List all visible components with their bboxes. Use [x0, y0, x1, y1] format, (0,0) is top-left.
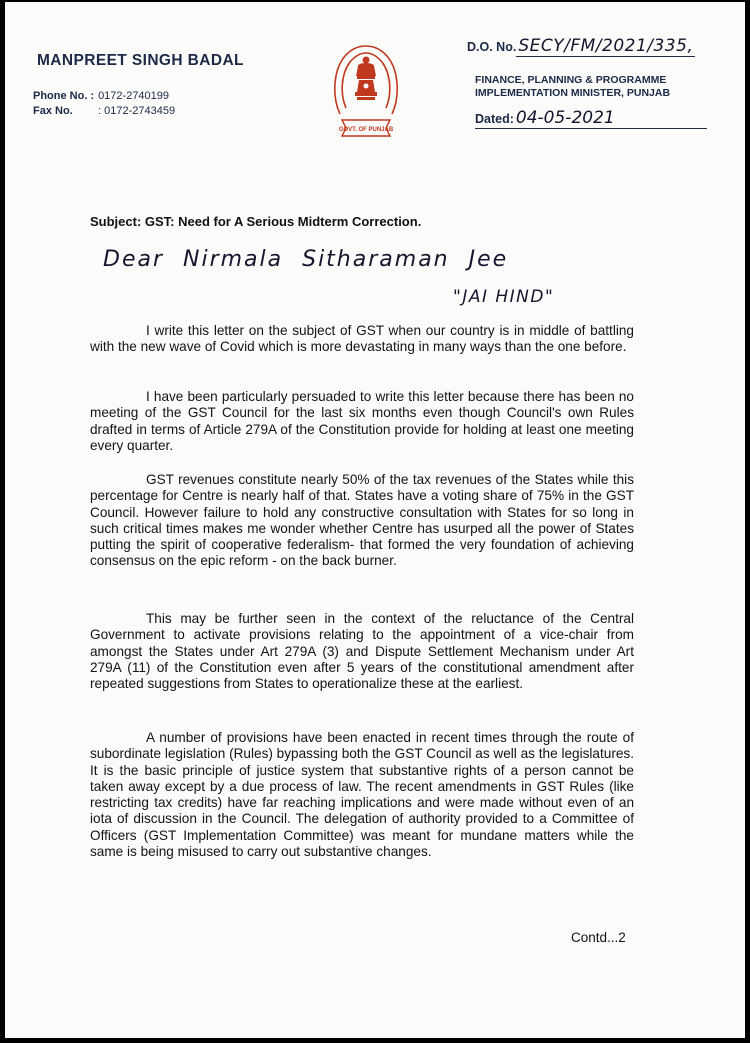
designation — [475, 74, 670, 100]
emblem-ribbon-text: GOVT. OF PUNJAB — [338, 127, 394, 133]
phone-line — [33, 90, 169, 102]
greeting-jai-hind: "JAI HIND" — [453, 287, 555, 307]
letter-date: 04-05-2021 — [515, 108, 615, 128]
paragraph-5: A number of provisions have been enacted in recent times through the route of subordinate legislation (Rules) bypassing both the GST Council as well as the legislatures. It is the basic principle of justice system that substantive rights of a person cannot be taken away except by a due process of law. The recent amendments in GST Rules (like restricting tax credits) have far reaching implications and were made without even of an iota of discussion in the Council. The delegation of authority provided to a Committee of Officers (GST Implementation Committee) was meant for mundane matters while the same is being misused to carry out substantive changes. — [90, 730, 634, 860]
paragraph-4: This may be further seen in the context of the reluctance of the Central Government to activate provisions relating to the appointment of a vice-chair from amongst the States under Art 279A (3) and Dispute Settlement Mechanism under Art 279A (11) of the Constitution even after 5 years of the constitutional amendment after repeated suggestions from States to operationalize these at the earliest. — [90, 611, 634, 692]
designation-line-2: IMPLEMENTATION MINISTER, PUNJAB — [475, 87, 671, 99]
designation-line-1: FINANCE, PLANNING & PROGRAMME — [475, 74, 667, 86]
do-number: SECY/FM/2021/335, — [518, 36, 694, 56]
reference-block — [467, 36, 745, 56]
phone-number: 0172-2740199 — [98, 90, 170, 102]
dated-label: Dated: — [475, 112, 514, 126]
dated-line — [475, 108, 707, 129]
paragraph-1: I write this letter on the subject of GST when our country is in middle of battling with the new wave of Covid which is more devastating in many ways than the one before. — [90, 323, 634, 355]
subject-line: Subject: GST: Need for A Serious Midterm Correction. — [90, 214, 422, 229]
fax-label: Fax No. — [33, 105, 73, 117]
paragraph-3: GST revenues constitute nearly 50% of the tax revenues of the States while this percentage for Centre is nearly half of that. States have a voting share of 75% in the GST Council. However failure to hold any constructive consultation with States for so long in such critical times makes me wonder whether Centre has usurped all the power of States putting the spirit of cooperative federalism- that formed the very foundation of achieving consensus on the epic reform - on the back burner. — [90, 472, 634, 569]
do-label: D.O. No. — [467, 40, 517, 54]
fax-line — [33, 105, 175, 117]
state-emblem-icon — [330, 42, 402, 150]
paragraph-2: I have been particularly persuaded to write this letter because there has been no meeting of the GST Council for the last six months even though Council's own Rules drafted in terms of Article 279A of the Constitution provide for holding at least one meeting every quarter. — [90, 389, 634, 453]
continuation-marker: Contd...2 — [571, 930, 626, 945]
fax-number: : 0172-2743459 — [98, 105, 176, 117]
phone-label: Phone No. : — [33, 90, 95, 102]
letter-page — [5, 2, 745, 1038]
salutation: Dear Nirmala Sitharaman Jee — [103, 247, 509, 272]
sender-name: MANPREET SINGH BADAL — [37, 52, 244, 69]
